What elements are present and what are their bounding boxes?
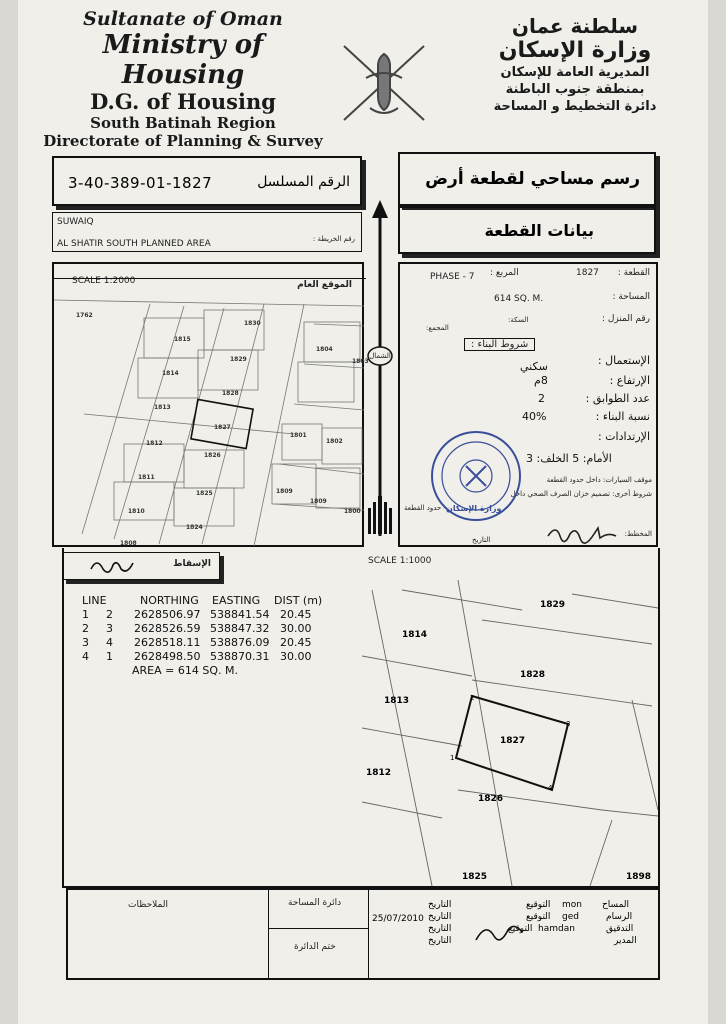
table-row: [82, 636, 352, 650]
row-easting: 538876.09: [210, 636, 270, 649]
detail-scale: SCALE 1:1000: [368, 556, 432, 566]
row-from: 2: [82, 622, 89, 635]
table-row: [82, 608, 352, 622]
col-dist: DIST (m): [274, 594, 323, 607]
parking-line: موقف السيارات: داخل حدود القطعة: [546, 476, 652, 484]
floors-label: عدد الطوابق :: [585, 392, 650, 405]
dept-stamp-label: ختم الدائرة: [294, 942, 336, 952]
surveyor-date-label: التاريخ: [428, 900, 452, 910]
header-directorate: Directorate of Planning & Survey: [43, 132, 323, 150]
surveyor-name: mon: [562, 900, 582, 910]
drafter-name: ged: [562, 912, 579, 922]
row-northing: 2628498.50: [134, 650, 201, 663]
row-to: 3: [106, 622, 113, 635]
english-header: [38, 8, 328, 150]
lot-label: 1826: [204, 452, 221, 459]
director-row: [428, 932, 654, 944]
use-label: الإستعمال :: [597, 354, 650, 367]
col-northing: NORTHING: [140, 594, 199, 607]
lot-label: 1829: [540, 600, 566, 610]
row-to: 2: [106, 608, 113, 621]
survey-dept-label: دائرة المساحة: [288, 898, 342, 908]
checker-sign-label: التوقيع: [508, 924, 533, 934]
title-box: [398, 152, 656, 206]
drafter-row: [372, 908, 654, 924]
coverage-label: نسبة البناء :: [595, 410, 650, 423]
surveyor-label: المساح: [602, 900, 630, 910]
lot-label: 1828: [520, 670, 546, 680]
projection-label: الإسقاط: [173, 559, 211, 569]
general-scale: SCALE 1:2000: [72, 276, 136, 286]
other-conditions-2: حدود القطعة: [404, 504, 442, 512]
lot-label: 1830: [244, 320, 261, 327]
lot-label: 1812: [366, 768, 392, 778]
header-region: South Batinah Region: [90, 114, 276, 132]
use-value: سكني: [520, 360, 548, 373]
lot-label: 1825: [462, 872, 488, 882]
row-dist: 20.45: [280, 608, 312, 621]
area-line: AREA = 614 SQ. M.: [132, 664, 238, 677]
setbacks-values: الأمام: 5 الخلف: 3: [526, 452, 612, 465]
general-location-label: الموقع العام: [297, 280, 352, 290]
height-label: الإرتفاع :: [609, 374, 650, 387]
coordinates-table: [82, 594, 352, 678]
header-ministry: Ministry of Housing: [102, 30, 264, 90]
area-label: المساحة :: [612, 292, 650, 302]
lot-label: 1809: [310, 498, 327, 505]
lot-label: 1813: [154, 404, 171, 411]
row-northing: 2628526.59: [134, 622, 201, 635]
col-line: LINE: [82, 594, 107, 607]
block-label: المربع :: [490, 268, 519, 278]
drafter-sign-label: التوقيع: [526, 912, 551, 922]
footer-box: [66, 888, 660, 980]
checker-date-label: التاريخ: [428, 924, 452, 934]
coverage-value: 40%: [522, 410, 547, 423]
corner-label: 1: [450, 754, 455, 762]
lot-label: 1828: [222, 390, 239, 397]
row-to: 4: [106, 636, 113, 649]
lot-label: 1824: [186, 524, 203, 531]
setbacks-label: الإرتدادات :: [597, 430, 650, 443]
drafter-date-label: التاريخ: [428, 912, 452, 922]
director-date-label: التاريخ: [428, 936, 452, 946]
planner-signature-icon: [546, 522, 620, 546]
header-ar-region: بمنطقة جنوب الباطنة: [505, 82, 645, 97]
row-to: 1: [106, 650, 113, 663]
checker-name: hamdan: [538, 924, 575, 934]
lot-label: 1801: [290, 432, 307, 439]
map-number-label: رقم الخريطة :: [312, 235, 355, 243]
coordinates-header-row: [82, 594, 352, 608]
plot-data-title: بيانات القطعة: [484, 221, 594, 240]
house-number-label: رقم المنزل :: [601, 314, 650, 324]
arabic-header: [470, 14, 680, 115]
oman-emblem-icon: [336, 38, 432, 128]
lot-label: 1827: [500, 736, 526, 746]
notes-label: الملاحظات: [128, 900, 168, 910]
lot-label: 1802: [326, 438, 343, 445]
row-easting: 538841.54: [210, 608, 270, 621]
serial-label: الرقم المسلسل: [257, 174, 350, 190]
corner-label: 2: [470, 694, 475, 702]
surveyor-sign-label: التوقيع: [526, 900, 551, 910]
lot-label: 1810: [128, 508, 145, 515]
lot-label: 1762: [76, 312, 93, 319]
lot-label: 1829: [230, 356, 247, 363]
floors-value: 2: [538, 392, 545, 405]
height-value: 8م: [534, 374, 548, 387]
lot-label: 1809: [276, 488, 293, 495]
north-arrow-icon: [362, 196, 398, 546]
header-ar-directorate: دائرة التخطيط و المساحة: [493, 99, 657, 114]
other-conditions: شروط أخرى: تصميم خزان الصرف الصحي داخل: [510, 490, 652, 498]
lot-label: 1803: [352, 358, 369, 365]
row-dist: 30.00: [280, 622, 312, 635]
checker-label: التدقيق: [606, 924, 634, 934]
plot-data-box: [398, 206, 656, 254]
planner-label: المخطط:: [624, 530, 652, 538]
plot-number-label: القطعة :: [617, 268, 650, 278]
row-northing: 2628518.11: [134, 636, 201, 649]
row-from: 4: [82, 650, 89, 663]
lot-label: 1898: [626, 872, 652, 882]
table-row: [82, 650, 352, 664]
row-dist: 20.45: [280, 636, 312, 649]
lot-label: 1804: [316, 346, 333, 353]
lot-label: 1825: [196, 490, 213, 497]
lot-label: 1826: [478, 794, 504, 804]
director-label: المدير: [614, 936, 637, 946]
lot-label: 1811: [138, 474, 155, 481]
lot-label: 1808: [120, 540, 137, 547]
drafter-label: الرسام: [606, 912, 633, 922]
header-dg: D.G. of Housing: [90, 89, 276, 114]
serial-box: [52, 156, 362, 206]
row-from: 1: [82, 608, 89, 621]
location-box: [52, 212, 362, 252]
document-title: رسم مساحي لقطعة أرض: [425, 169, 640, 189]
col-easting: EASTING: [212, 594, 261, 607]
corner-label: 3: [566, 720, 571, 728]
surveyor-row: [428, 896, 654, 908]
stamp-text: وزارة الإسكان: [446, 504, 502, 513]
serial-number: 3-40-389-01-1827: [68, 174, 213, 192]
lot-label: 1800: [344, 508, 361, 515]
wilayat: SUWAIQ: [57, 217, 94, 227]
header-sultanate: Sultanate of Oman: [83, 8, 283, 30]
header-ar-dg: المديرية العامة للإسكان: [500, 65, 650, 80]
lot-label: 1813: [384, 696, 410, 706]
row-northing: 2628506.97: [134, 608, 201, 621]
road-label: السكة:: [508, 316, 529, 324]
block-value: PHASE - 7: [430, 272, 475, 282]
area-value: 614 SQ. M.: [494, 294, 544, 304]
building-conditions-title: شروط البناء :: [464, 338, 535, 351]
row-easting: 538870.31: [210, 650, 270, 663]
drafter-signature-icon: [472, 916, 526, 950]
header-ar-sultanate: سلطنة عمان: [511, 14, 639, 38]
row-easting: 538847.32: [210, 622, 270, 635]
table-row: [82, 622, 352, 636]
plot-number: 1827: [576, 268, 599, 278]
row-dist: 30.00: [280, 650, 312, 663]
checker-row: [428, 920, 654, 932]
plot-date-label: التاريخ: [472, 536, 491, 544]
lot-label: 1812: [146, 440, 163, 447]
lot-label: 1814: [162, 370, 179, 377]
plot-detail-map: [362, 580, 658, 886]
general-location-box: [52, 262, 369, 547]
signatures-block: [372, 896, 654, 946]
lot-label: 1827: [214, 424, 231, 431]
lot-label: 1815: [174, 336, 191, 343]
corner-label: 4: [548, 784, 553, 792]
lot-label: 1814: [402, 630, 428, 640]
header-ar-ministry: وزارة الإسكان: [498, 38, 652, 63]
row-from: 3: [82, 636, 89, 649]
north-label: الشمال: [369, 352, 391, 360]
planned-area: AL SHATIR SOUTH PLANNED AREA: [57, 239, 211, 249]
complex-label: المجمع:: [426, 324, 449, 332]
drafter-date: 25/07/2010: [372, 914, 424, 924]
